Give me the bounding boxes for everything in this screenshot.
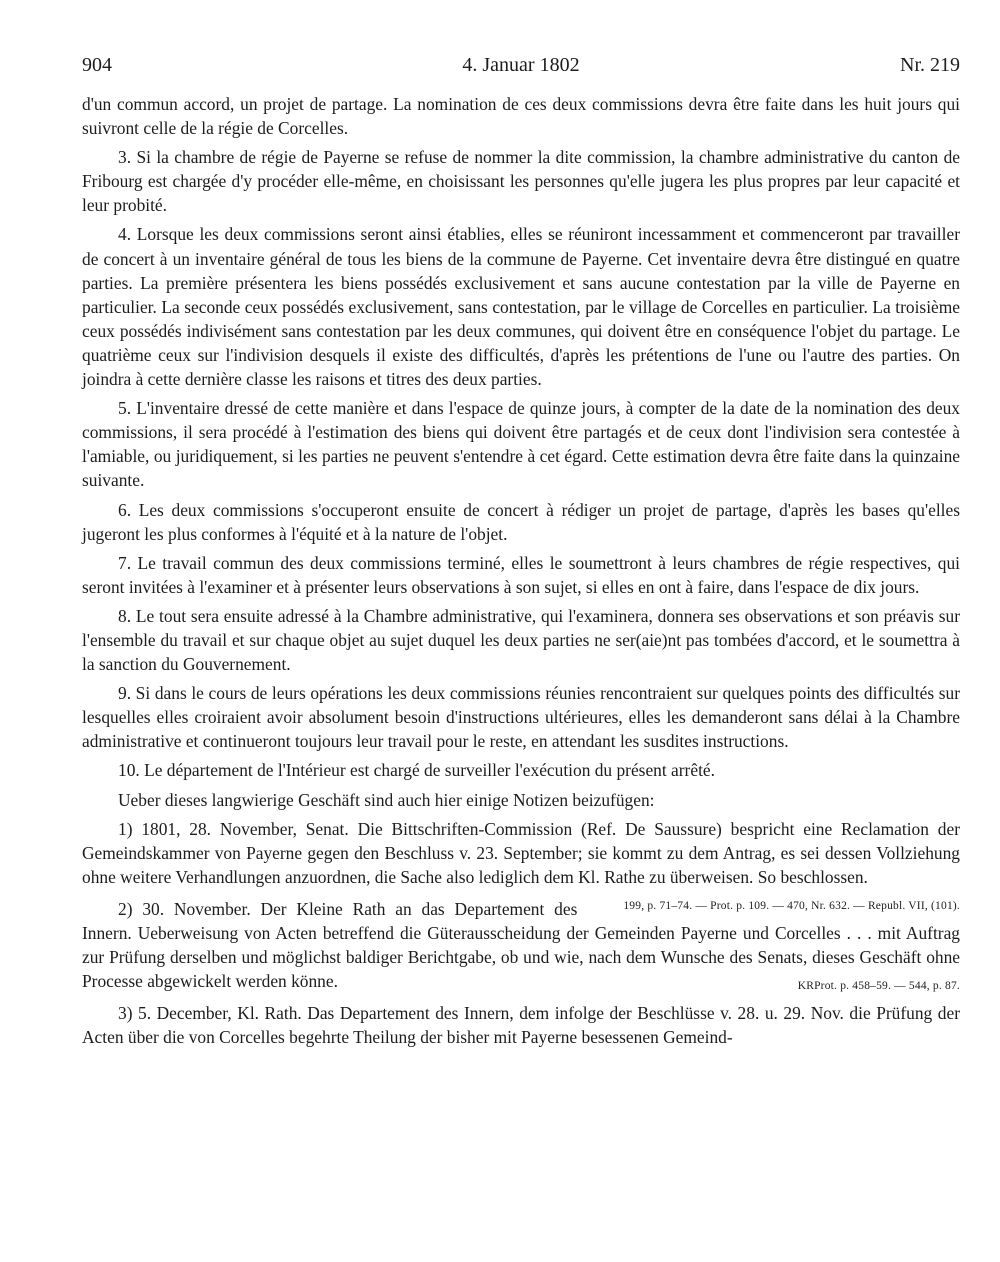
note-3-text: 3) 5. December, Kl. Rath. Das Departement des Innern, dem infolge der Beschlüsse v. 28. u. 29. Nov. die Prüfung der Acten über die von Corcelles begehrte Theilung der bisher mit Payerne besessenen Gemeind- <box>82 1003 960 1048</box>
paragraph-article-3: 3. Si la chambre de régie de Payerne se refuse de nommer la dite commission, la chambre administrative du canton de Fribourg est chargée d'y procéder elle-même, en choisissant les personnes qu'elle jugera les plus propres par leur capacité et leur probité. <box>82 147 960 216</box>
page-header <box>82 54 960 84</box>
paragraph-continuation: d'un commun accord, un projet de partage. La nomination de ces deux commissions devra être faite dans les huit jours qui suivront celle de la régie de Corcelles. <box>82 94 960 139</box>
paragraph-notes-intro: Ueber dieses langwierige Geschäft sind auch hier einige Notizen beizufügen: <box>118 789 655 810</box>
paragraph-article-6: 6. Les deux commissions s'occuperont ensuite de concert à rédiger un projet de partage, d'après les bases qu'elles jugeront les plus conformes à l'équité et à la nature de l'objet. <box>82 499 960 544</box>
note-1-text: 1) 1801, 28. November, Senat. Die Bittschriften-Commission (Ref. De Saussure) bespricht eine Reclamation der Gemeindskammer von Payerne gegen den Beschluss v. 23. September; sie kommt zu dem Antrag, es sei dessen Vollziehung ohne weitere Verhandlungen anzuordnen, die Sache also lediglich dem Kl. Rathe zu überweisen. So beschlossen. <box>82 818 960 887</box>
paragraph-article-10: 10. Le département de l'Intérieur est chargé de surveiller l'exécution du présent arrêté. <box>118 760 715 781</box>
note-1-citation: 199, p. 71–74. — Prot. p. 109. — 470, Nr. 632. — Republ. VII, (101). <box>623 899 960 912</box>
note-2-citation: KRProt. p. 458–59. — 544, p. 87. <box>797 980 960 993</box>
paragraph-article-7: 7. Le travail commun des deux commissions terminé, elles le soumettront à leurs chambres de régie respectives, qui seront invitées à l'examiner et à présenter leurs observations à son sujet, si elles en ont à faire, dans l'espace de dix jours. <box>82 552 960 597</box>
page-body <box>82 92 960 1057</box>
record-number: Nr. 219 <box>900 54 960 76</box>
page-date: 4. Januar 1802 <box>462 54 580 76</box>
note-3 <box>82 1001 960 1049</box>
paragraph-article-9: 9. Si dans le cours de leurs opérations les deux commissions réunies rencontraient sur quelques points des difficultés sur lesquelles elles croiraient avoir absolument besoin d'instructions ultérieures, elles les demanderont sans délai à la Chambre administrative et continueront toujours leur travail pour le reste, en attendant les susdites instructions. <box>82 683 960 752</box>
note-1 <box>82 817 960 912</box>
note-2-text: 2) 30. November. Der Kleine Rath an das Departement des Innern. Ueberweisung von Acten betreffend die Güterausscheidung der Gemeinden Payerne und Corcelles . . . mit Auftrag zur Prüfung derselben und möglichst baldiger Berichtgabe, ob und wie, nach dem Wunsche des Senats, dieses Geschäft ohne Processe abgewickelt werden könne. <box>82 898 960 992</box>
page-number: 904 <box>82 54 112 76</box>
paragraph-article-4: 4. Lorsque les deux commissions seront ainsi établies, elles se réuniront incessamment et commenceront par travailler de concert à un inventaire général de tous les biens de la commune de Payerne. Cet inventaire devra être distingué en quatre parties. La première présentera les biens possédés exclusivement et sans aucune contestation par la ville de Payerne en particulier. La seconde ceux possédés exclusivement, sans contestation, par le village de Corcelles en particulier. La troisième ceux possédés indivisément sans contestation par les deux communes, qui doivent être en conséquence l'objet du partage. Le quatrième ceux sur l'indivision desquels il existe des difficultés, d'après les prétentions de l'une ou l'autre des parties. On joindra à cette dernière classe les raisons et titres des deux parties. <box>82 224 960 390</box>
paragraph-article-5: 5. L'inventaire dressé de cette manière et dans l'espace de quinze jours, à compter de la date de la nomination des deux commissions, il sera procédé à l'estimation des biens qui doivent être partagés et de ceux dont l'indivision sera contestée à l'amiable, ou juridiquement, si les parties ne peuvent s'entendre à cet égard. Cette estimation devra être faite dans la quinzaine suivante. <box>82 398 960 491</box>
paragraph-article-8: 8. Le tout sera ensuite adressé à la Chambre administrative, qui l'examinera, donnera ses observations et son préavis sur l'ensemble du travail et sur chaque objet au sujet duquel les deux parties ne ser(aie)nt pas tombées d'accord, et le soumettra à la sanction du Gouvernement. <box>82 605 960 675</box>
